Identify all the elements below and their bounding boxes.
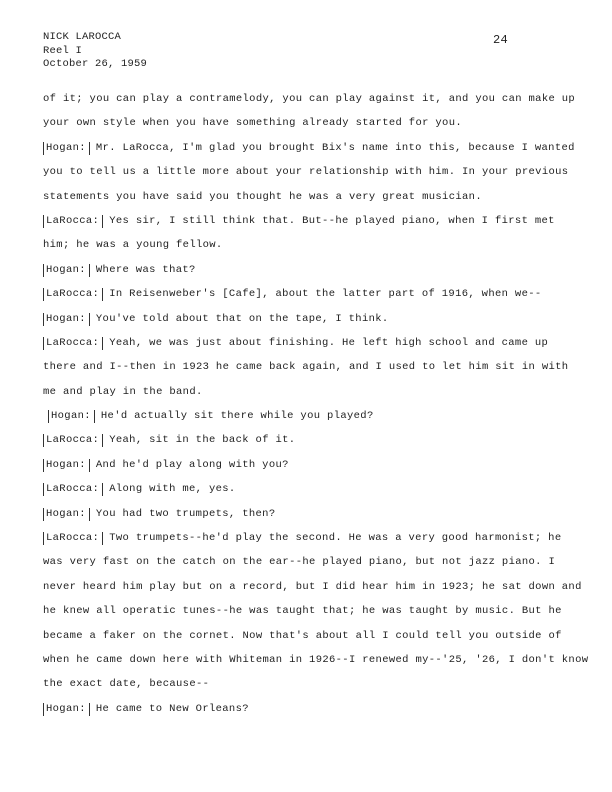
transcript-line — [43, 336, 573, 360]
speaker-label: LaRocca: — [43, 337, 103, 350]
page-number: 24 — [493, 33, 509, 47]
speaker-label: LaRocca: — [43, 288, 103, 301]
transcript-line — [43, 165, 573, 189]
transcript-line — [43, 312, 573, 336]
line-text: Where was that? — [95, 263, 196, 276]
line-text: Yes sir, I still think that. But--he played piano, when I first met — [109, 214, 555, 227]
speaker-label: LaRocca: — [43, 483, 103, 496]
line-text: when he came down here with Whiteman in 1926--I renewed my--'25, '26, I don't know — [43, 653, 589, 666]
speaker-label: LaRocca: — [43, 532, 103, 545]
transcript-line — [43, 92, 576, 116]
transcript-line — [43, 653, 589, 677]
transcript-line — [43, 702, 573, 726]
transcript-line — [43, 629, 573, 653]
page-header — [43, 31, 147, 72]
line-text: the exact date, because-- — [43, 678, 210, 691]
line-text: your own style when you have something already started for you. — [43, 117, 463, 130]
transcript-line — [43, 458, 573, 482]
speaker-label: Hogan: — [43, 459, 90, 472]
reel-label: Reel I — [43, 44, 83, 57]
transcript-line — [43, 190, 573, 214]
transcript-line — [43, 214, 573, 238]
transcript-line — [43, 287, 573, 311]
speaker-label: LaRocca: — [43, 215, 103, 228]
line-text: Two trumpets--he'd play the second. He was a very good harmonist; he — [109, 532, 562, 545]
line-text: me and play in the band. — [43, 385, 203, 398]
transcript-line — [43, 263, 573, 287]
interview-date: October 26, 1959 — [43, 58, 148, 70]
line-text: never heard him play but on a record, but I did hear him in 1923; he sat down and — [43, 580, 582, 593]
transcript-line — [43, 433, 573, 457]
transcript-line — [43, 555, 573, 579]
transcript-line — [43, 385, 573, 409]
line-text: was very fast on the catch on the ear--he played piano, but not jazz piano. I — [43, 556, 556, 569]
interviewee-name: NICK LAROCCA — [43, 31, 122, 43]
transcript-line — [43, 360, 573, 384]
transcript-line — [43, 141, 573, 165]
speaker-label: Hogan: — [43, 313, 90, 326]
line-text: became a faker on the cornet. Now that's about all I could tell you outside of — [43, 629, 562, 642]
transcript-line — [43, 409, 573, 433]
line-text: In Reisenweber's [Cafe], about the latter part of 1916, when we-- — [109, 288, 542, 301]
line-text: Yeah, sit in the back of it. — [109, 434, 296, 447]
line-text: Along with me, yes. — [109, 483, 236, 496]
transcript-line — [43, 116, 573, 140]
speaker-label: Hogan: — [43, 508, 90, 521]
line-text: He came to New Orleans? — [95, 702, 249, 715]
line-text: he knew all operatic tunes--he was taught that; he was taught by music. But he — [43, 605, 562, 618]
line-text: He'd actually sit there while you played? — [100, 410, 374, 423]
line-text: of it; you can play a contramelody, you can play against it, and you can make up — [43, 93, 576, 105]
transcript-line — [43, 482, 573, 506]
line-text: statements you have said you thought he was a very great musician. — [43, 190, 482, 203]
speaker-label: Hogan: — [43, 703, 90, 716]
speaker-label: Hogan: — [43, 264, 90, 277]
speaker-label: LaRocca: — [43, 434, 103, 447]
line-text: You've told about that on the tape, I think. — [95, 312, 389, 325]
transcript-line — [43, 531, 573, 555]
line-text: Mr. LaRocca, I'm glad you brought Bix's name into this, because I wanted — [95, 141, 575, 154]
line-text: And he'd play along with you? — [95, 458, 289, 471]
line-text: you to tell us a little more about your relationship with him. In your previous — [43, 166, 569, 179]
transcript-line — [43, 604, 573, 628]
line-text: Yeah, we was just about finishing. He left high school and came up — [109, 336, 549, 349]
speaker-label: Hogan: — [48, 410, 95, 423]
line-text: You had two trumpets, then? — [95, 507, 276, 520]
transcript-line — [43, 677, 573, 701]
transcript-line — [43, 507, 573, 531]
transcript-line — [43, 580, 582, 604]
speaker-label: Hogan: — [43, 142, 90, 155]
transcript-line — [43, 238, 573, 262]
line-text: him; he was a young fellow. — [43, 239, 223, 252]
transcript-body — [43, 92, 589, 726]
line-text: there and I--then in 1923 he came back again, and I used to let him sit in with — [43, 361, 569, 374]
